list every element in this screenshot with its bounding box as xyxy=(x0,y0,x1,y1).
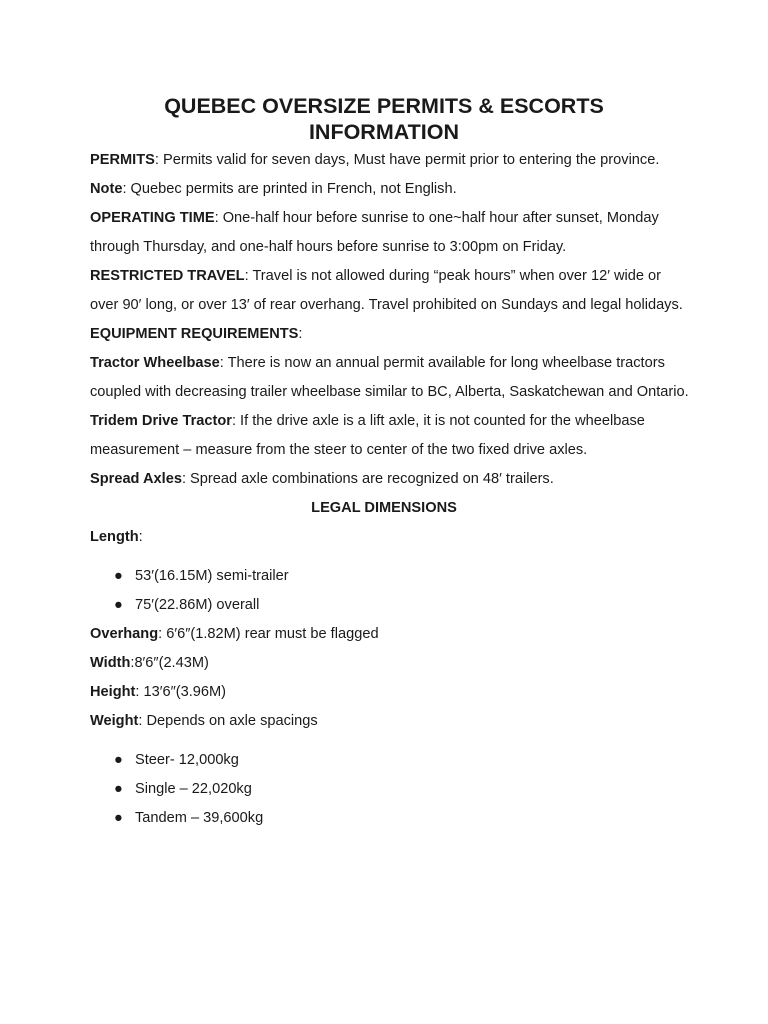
document-body xyxy=(90,146,690,833)
width-text: :8′6″(2.43M) xyxy=(130,655,209,671)
list-item xyxy=(90,591,690,620)
tridem-drive-tractor-paragraph xyxy=(90,407,690,465)
operating-time-text: : One-half hour before sunrise to one~half hour after sunset, Monday through Thursday, and one-half hours before sunrise to 3:00pm on Friday. xyxy=(90,210,659,255)
list-item xyxy=(90,804,690,833)
tridem-drive-tractor-label: Tridem Drive Tractor xyxy=(90,413,232,429)
list-item xyxy=(90,775,690,804)
operating-time-paragraph xyxy=(90,204,690,262)
bullet-icon: ● xyxy=(114,568,123,584)
weight-label: Weight xyxy=(90,713,139,729)
overhang-label: Overhang xyxy=(90,626,159,642)
restricted-travel-label: RESTRICTED TRAVEL xyxy=(90,268,245,284)
tractor-wheelbase-label: Tractor Wheelbase xyxy=(90,355,220,371)
bullet-icon: ● xyxy=(114,781,123,797)
equipment-requirements-text: : xyxy=(298,326,303,342)
width-label: Width xyxy=(90,655,131,671)
length-paragraph xyxy=(90,523,690,552)
list-item-text: 53′(16.15M) semi-trailer xyxy=(135,568,289,584)
list-item xyxy=(90,562,690,591)
note-label: Note xyxy=(90,181,123,197)
weight-text: : Depends on axle spacings xyxy=(138,713,318,729)
list-item-text: Steer- 12,000kg xyxy=(135,752,239,768)
equipment-requirements-paragraph xyxy=(90,320,690,349)
restricted-travel-paragraph xyxy=(90,262,690,320)
height-label: Height xyxy=(90,684,136,700)
list-item-text: Tandem – 39,600kg xyxy=(135,810,264,826)
note-paragraph xyxy=(90,175,690,204)
bullet-icon: ● xyxy=(114,597,123,613)
tractor-wheelbase-paragraph xyxy=(90,349,690,407)
height-paragraph xyxy=(90,678,690,707)
restricted-travel-text: : Travel is not allowed during “peak hours” when over 12′ wide or over 90′ long, or over 13′ of rear overhang. Travel prohibited on Sundays and legal holidays. xyxy=(90,268,683,313)
width-paragraph xyxy=(90,649,690,678)
equipment-requirements-label: EQUIPMENT REQUIREMENTS xyxy=(90,326,299,342)
height-text: : 13′6″(3.96M) xyxy=(135,684,227,700)
note-text: : Quebec permits are printed in French, not English. xyxy=(122,181,457,197)
overhang-text: : 6′6″(1.82M) rear must be flagged xyxy=(158,626,379,642)
length-text: : xyxy=(138,529,143,545)
permits-label: PERMITS xyxy=(90,152,155,168)
length-list xyxy=(90,562,690,620)
legal-dimensions-heading: LEGAL DIMENSIONS xyxy=(311,500,457,516)
permits-paragraph xyxy=(90,146,690,175)
title-line-2: INFORMATION xyxy=(308,120,460,144)
title-line-1: QUEBEC OVERSIZE PERMITS & ESCORTS xyxy=(164,94,604,118)
permits-text: : Permits valid for seven days, Must have permit prior to entering the province. xyxy=(154,152,660,168)
page-title xyxy=(0,93,768,145)
weight-paragraph xyxy=(90,707,690,736)
list-item-text: 75′(22.86M) overall xyxy=(135,597,260,613)
spread-axles-label: Spread Axles xyxy=(90,471,182,487)
operating-time-label: OPERATING TIME xyxy=(90,210,215,226)
length-label: Length xyxy=(90,529,139,545)
list-item xyxy=(90,746,690,775)
tractor-wheelbase-text: : There is now an annual permit available for long wheelbase tractors coupled with decreasing trailer wheelbase similar to BC, Alberta, Saskatchewan and Ontario. xyxy=(90,355,689,400)
bullet-icon: ● xyxy=(114,752,123,768)
weight-list xyxy=(90,746,690,833)
list-item-text: Single – 22,020kg xyxy=(135,781,252,797)
spread-axles-paragraph xyxy=(90,465,690,494)
overhang-paragraph xyxy=(90,620,690,649)
spread-axles-text: : Spread axle combinations are recognized on 48′ trailers. xyxy=(181,471,554,487)
tridem-drive-tractor-text: : If the drive axle is a lift axle, it is not counted for the wheelbase measurement – measure from the steer to center of the two fixed drive axles. xyxy=(90,413,645,458)
bullet-icon: ● xyxy=(114,810,123,826)
